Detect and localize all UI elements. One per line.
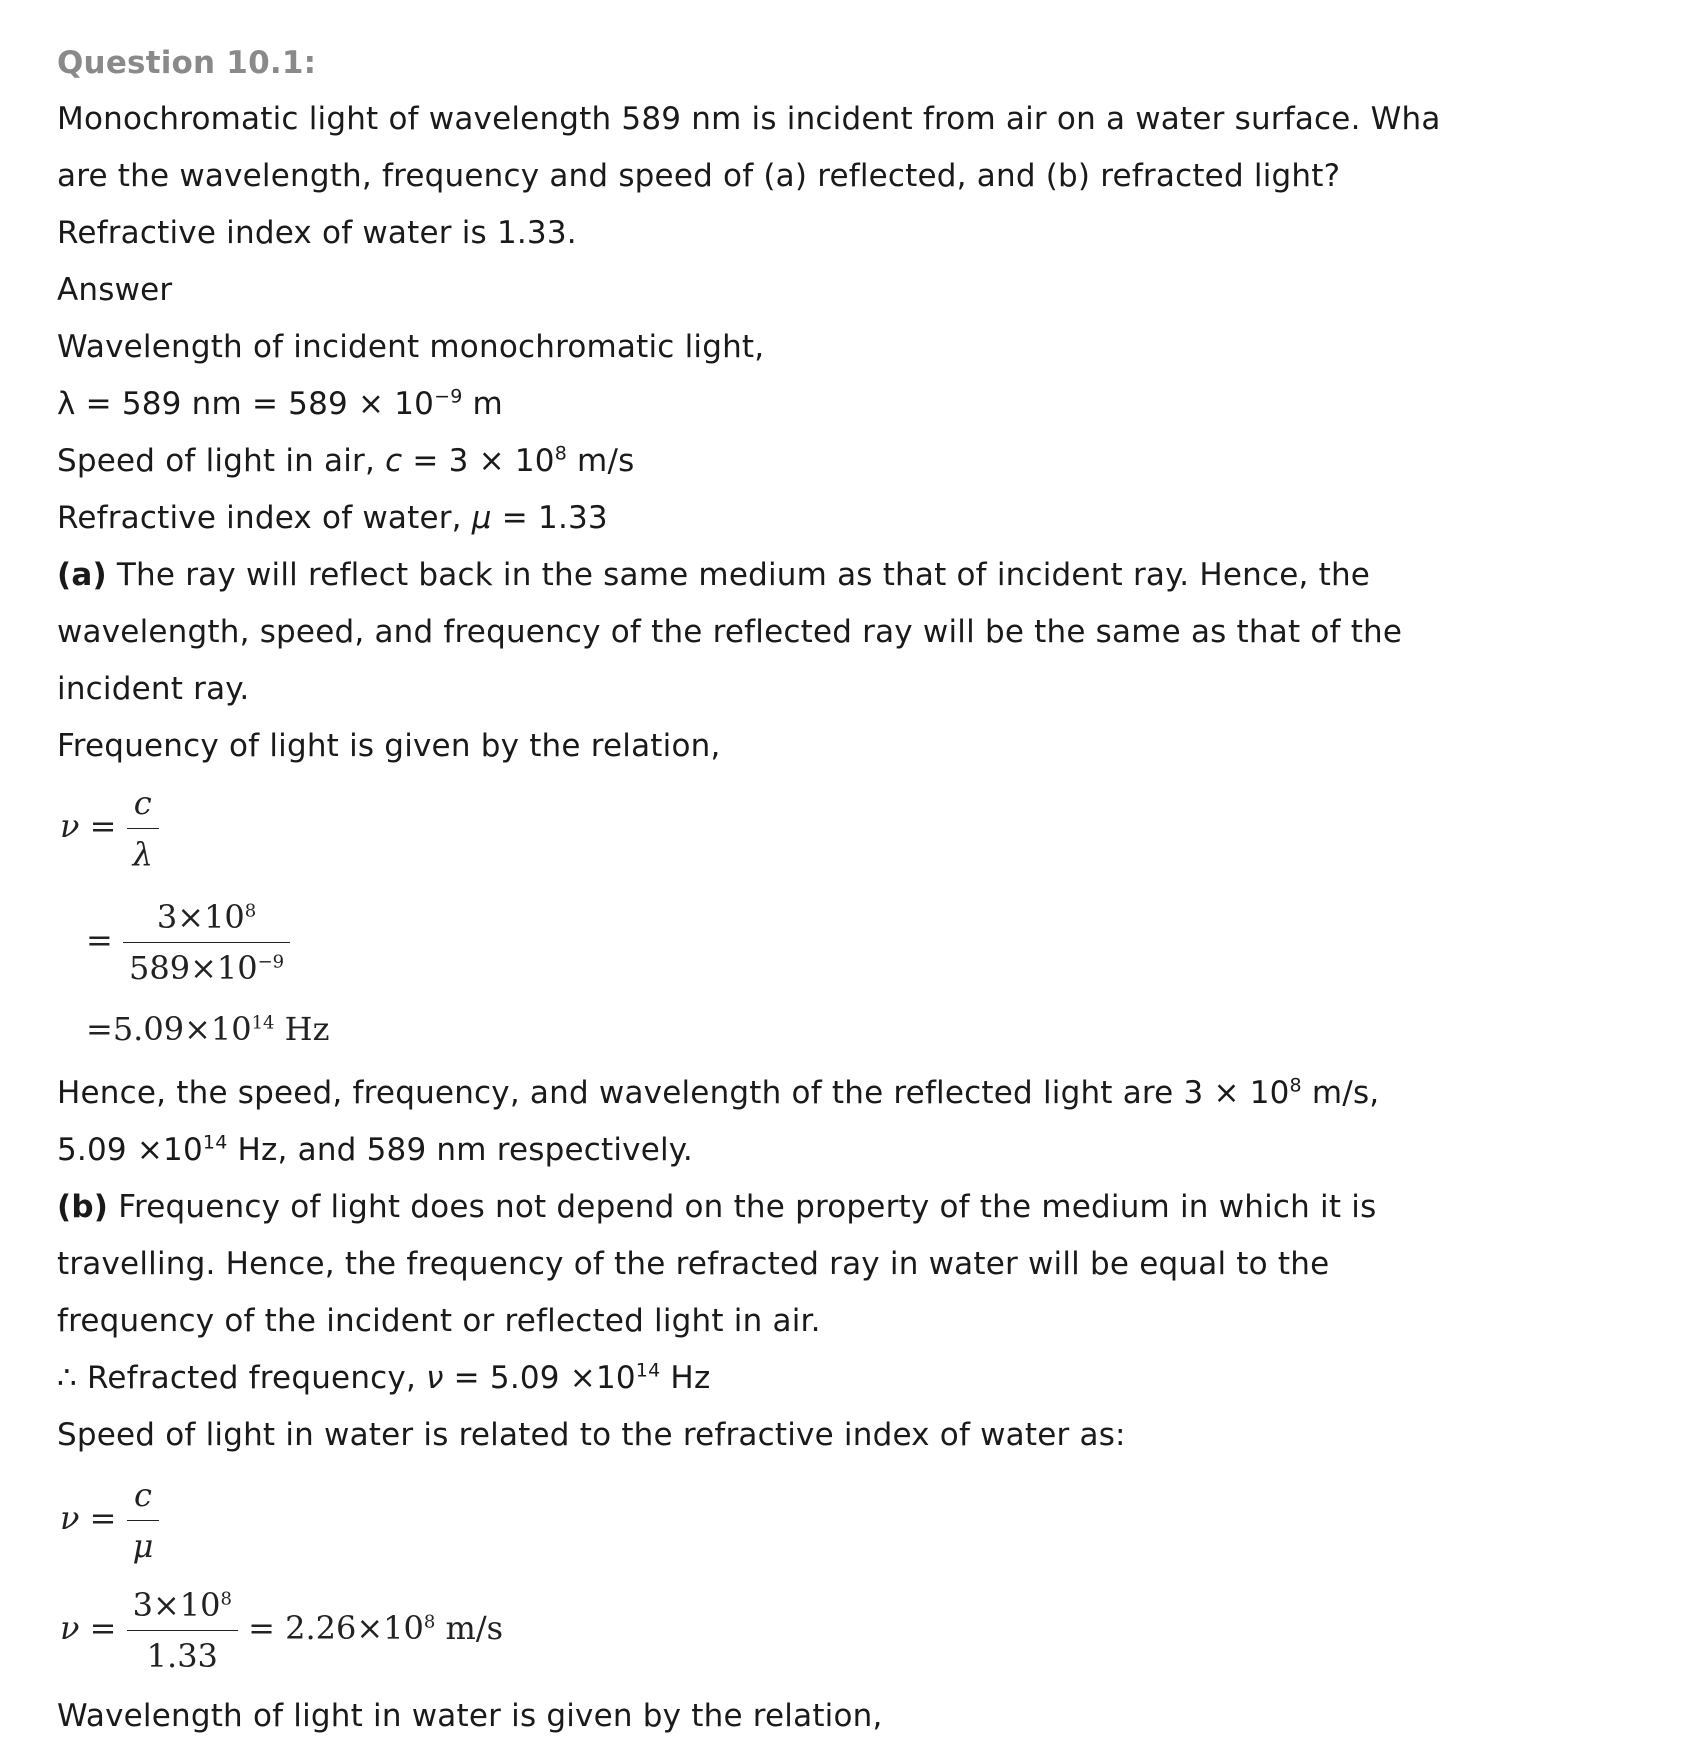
part-a-line-3: incident ray. [57, 671, 250, 707]
therefore-icon: ∴ [57, 1360, 77, 1396]
equation-speed-result: ν = $\frac{3\times 10^8}{1.33}$ = $2.26\times 10^8$ m/s [60, 1586, 504, 1675]
index-line: Refractive index of water, μ = 1.33 [57, 500, 608, 536]
answer-heading: Answer [57, 272, 173, 308]
part-a-conclusion-1: Hence, the speed, frequency, and wavelength of the reflected light are $3 \times 10^8$ m/s, [57, 1074, 1380, 1111]
wavelength-relation: Wavelength of light in water is given by the relation, [57, 1698, 883, 1734]
fraction: $\frac{3\times 10^8}{1.33}$ [127, 1586, 238, 1675]
given-intro: Wavelength of incident monochromatic light, [57, 329, 765, 365]
frequency-relation: Frequency of light is given by the relation, [57, 728, 721, 764]
part-b-line-1: (b) Frequency of light does not depend on the property of the medium in which it is [57, 1189, 1377, 1225]
fraction: $\frac{c}{\lambda}$ [127, 784, 159, 873]
speed-line: Speed of light in air, $c = 3 \times 10^8$ m/s [57, 442, 635, 479]
question-line-3: Refractive index of water is 1.33. [57, 215, 577, 251]
part-a-conclusion-2: $5.09 \times 10^{14}$ Hz, and 589 nm respectively. [57, 1131, 693, 1168]
fraction: $\frac{3\times 10^8}{589\times 10^{-9}}$ [123, 898, 290, 987]
part-b-line-2: travelling. Hence, the frequency of the refracted ray in water will be equal to the [57, 1246, 1330, 1282]
part-a-line-1: (a) The ray will reflect back in the same medium as that of incident ray. Hence, the [57, 557, 1371, 593]
part-b-line-3: frequency of the incident or reflected light in air. [57, 1303, 821, 1339]
equation-frequency-formula: ν = $\frac{c}{\lambda}$ [60, 784, 159, 873]
refracted-frequency-line: ∴ Refracted frequency, $\nu = 5.09 \times 10^{14}$ Hz [57, 1359, 711, 1396]
lambda-line: λ = 589 nm = $589 \times 10^{-9}$ m [57, 385, 503, 422]
equation-frequency-substitution: = $\frac{3\times 10^8}{589\times 10^{-9}}$ [86, 898, 290, 987]
equation-speed-formula: ν = $\frac{c}{\mu}$ [60, 1476, 159, 1565]
part-a-line-2: wavelength, speed, and frequency of the reflected ray will be the same as that of the [57, 614, 1403, 650]
equation-frequency-result: $=5.09\times 10^{14}$ Hz [86, 1010, 330, 1048]
question-line-2: are the wavelength, frequency and speed of (a) reflected, and (b) refracted light? [57, 158, 1341, 194]
question-title: Question 10.1: [57, 45, 317, 81]
speed-relation: Speed of light in water is related to the refractive index of water as: [57, 1417, 1126, 1453]
question-line-1: Monochromatic light of wavelength 589 nm is incident from air on a water surface. Wha [57, 101, 1441, 137]
fraction: $\frac{c}{\mu}$ [127, 1476, 160, 1565]
